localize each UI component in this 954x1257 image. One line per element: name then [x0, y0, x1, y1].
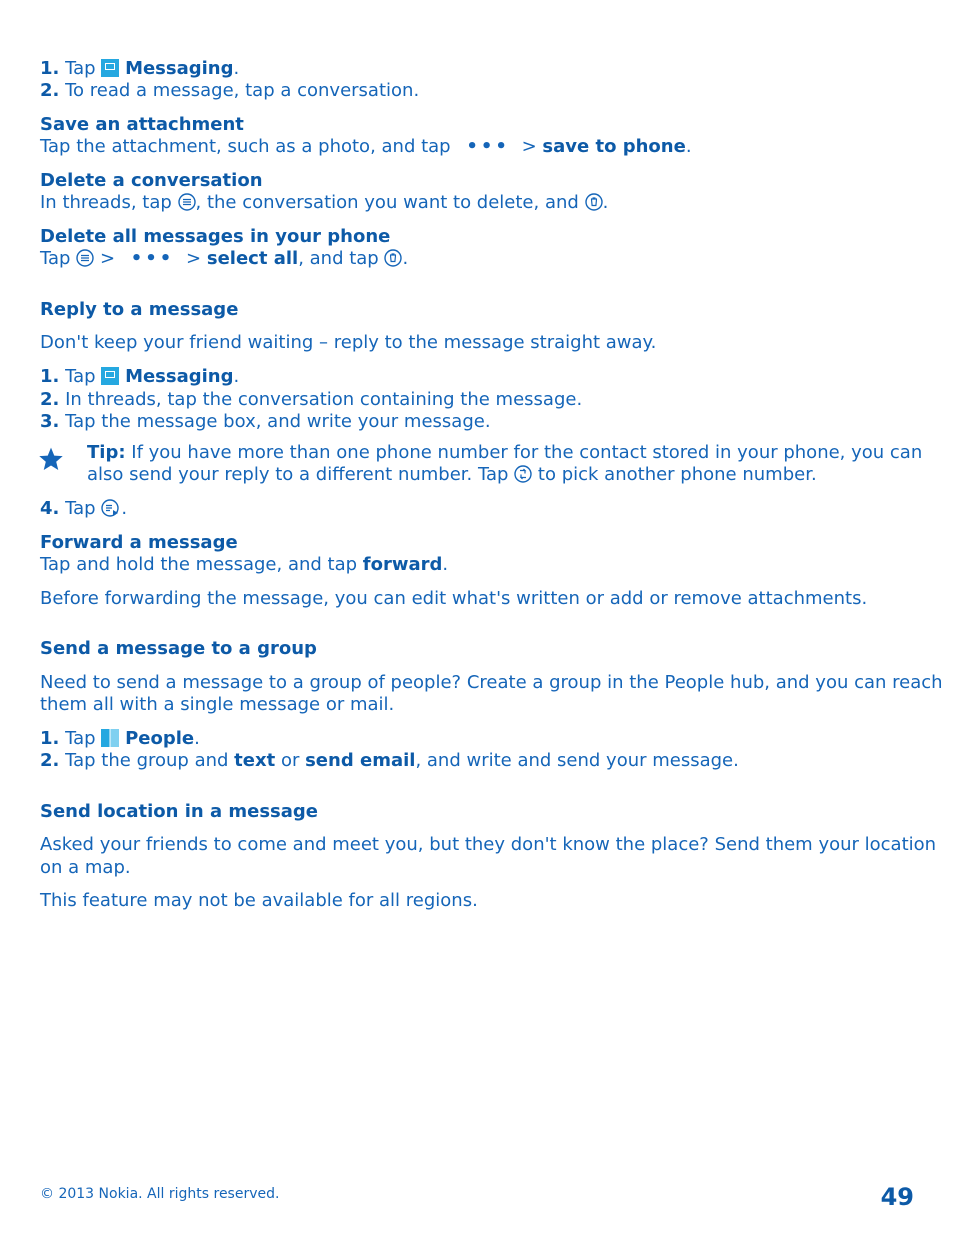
- group-heading: Send a message to a group: [40, 638, 317, 659]
- delete-all-text: Tap > ••• > select all, and tap .: [40, 248, 409, 269]
- threads-icon: [76, 249, 94, 267]
- location-note: This feature may not be available for all regions.: [40, 890, 478, 911]
- delete-all-heading: Delete all messages in your phone: [40, 226, 391, 247]
- delete-conversation-text: In threads, tap , the conversation you want to delete, and .: [40, 192, 609, 213]
- send-icon: [101, 499, 121, 517]
- switch-number-icon: [514, 465, 532, 483]
- reply-step-2: 2. In threads, tap the conversation containing the message.: [40, 389, 583, 410]
- reply-heading: Reply to a message: [40, 299, 239, 320]
- location-intro-2: on a map.: [40, 857, 131, 878]
- reply-step-4: 4. Tap .: [40, 498, 128, 519]
- messaging-tile-icon: [101, 59, 119, 77]
- reply-step-3: 3. Tap the message box, and write your message.: [40, 411, 491, 432]
- messaging-tile-icon: [101, 367, 119, 385]
- reply-step-1: 1. Tap Messaging.: [40, 366, 240, 387]
- group-step-2: 2. Tap the group and text or send email, and write and send your message.: [40, 750, 739, 771]
- more-dots-icon: •••: [130, 248, 175, 269]
- page-number: 49: [880, 1183, 914, 1211]
- location-heading: Send location in a message: [40, 801, 319, 822]
- people-tile-icon: [101, 729, 119, 747]
- copyright: © 2013 Nokia. All rights reserved.: [40, 1186, 280, 1202]
- delete-icon: [384, 249, 402, 267]
- delete-conversation-heading: Delete a conversation: [40, 170, 263, 191]
- tip-line-1: Tip: If you have more than one phone number for the contact stored in your phone, you can: [87, 442, 923, 463]
- step-1: 1. Tap Messaging.: [40, 58, 240, 79]
- forward-text: Tap and hold the message, and tap forward.: [40, 554, 449, 575]
- location-intro-1: Asked your friends to come and meet you, but they don't know the place? Send them your location: [40, 834, 937, 855]
- reply-intro: Don't keep your friend waiting – reply to the message straight away.: [40, 332, 657, 353]
- tip-line-2: also send your reply to a different number. Tap to pick another phone number.: [87, 464, 817, 485]
- forward-heading: Forward a message: [40, 532, 238, 553]
- step-2: 2. To read a message, tap a conversation.: [40, 80, 420, 101]
- more-dots-icon: •••: [466, 136, 510, 157]
- tip-star-icon: [38, 446, 64, 472]
- group-step-1: 1. Tap People.: [40, 728, 200, 749]
- group-intro-2: them all with a single message or mail.: [40, 694, 395, 715]
- forward-note: Before forwarding the message, you can edit what's written or add or remove attachments.: [40, 588, 868, 609]
- threads-icon: [178, 193, 196, 211]
- group-intro-1: Need to send a message to a group of people? Create a group in the People hub, and you can reach: [40, 672, 943, 693]
- save-attachment-text: Tap the attachment, such as a photo, and tap ••• > save to phone.: [40, 136, 692, 157]
- delete-icon: [585, 193, 603, 211]
- save-attachment-heading: Save an attachment: [40, 114, 244, 135]
